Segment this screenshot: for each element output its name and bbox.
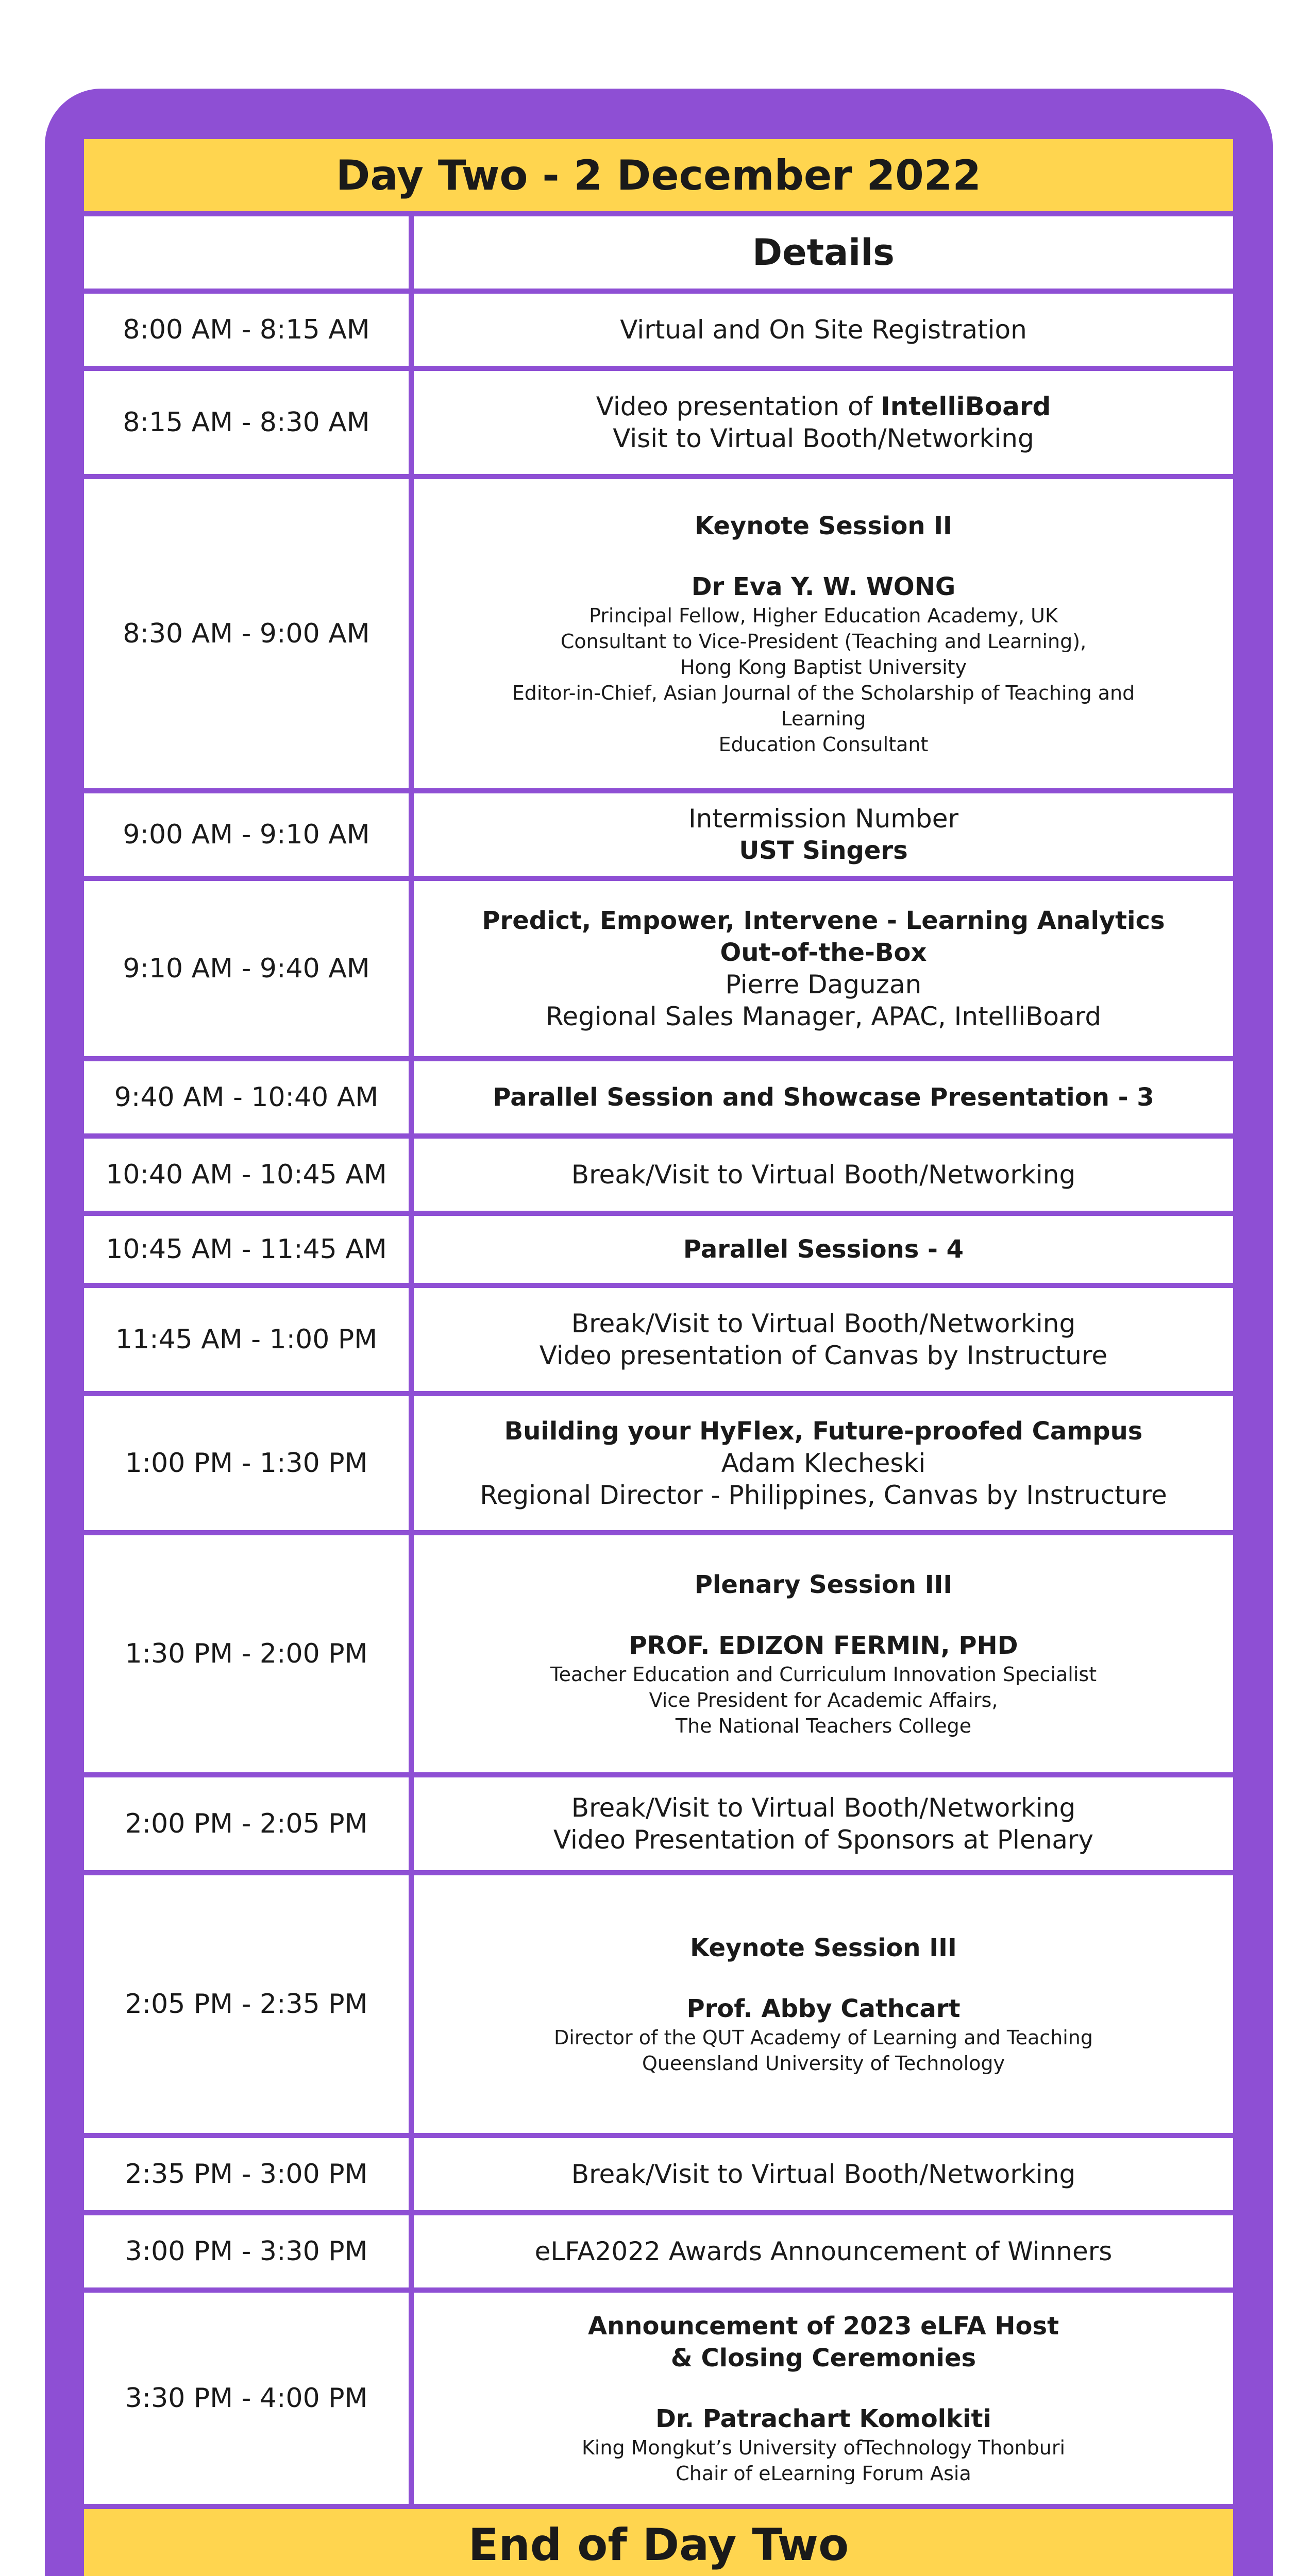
detail-line: King Mongkut’s University ofTechnology Thonburi — [581, 2436, 1066, 2459]
time-cell: 3:00 PM - 3:30 PM — [84, 2215, 409, 2287]
detail-line: Queensland University of Technology — [642, 2052, 1005, 2075]
time-cell: 11:45 AM - 1:00 PM — [84, 1288, 409, 1391]
details-cell — [414, 2138, 1233, 2210]
detail-line: PROF. EDIZON FERMIN, PHD — [629, 1631, 1018, 1660]
time-cell: 9:00 AM - 9:10 AM — [84, 793, 409, 876]
details-cell — [414, 1216, 1233, 1283]
detail-line: Education Consultant — [718, 733, 929, 756]
detail-line: Dr. Patrachart Komolkiti — [655, 2404, 991, 2433]
time-cell: 10:40 AM - 10:45 AM — [84, 1139, 409, 1211]
detail-line: Pierre Daguzan — [725, 970, 922, 999]
time-cell: 8:00 AM - 8:15 AM — [84, 294, 409, 366]
detail-line: Keynote Session III — [690, 1934, 957, 1962]
detail-line: Break/Visit to Virtual Booth/Networking — [571, 1160, 1076, 1190]
detail-line: Teacher Education and Curriculum Innovation Specialist — [550, 1663, 1097, 1686]
table-row — [84, 1216, 1233, 1283]
detail-line: Building your HyFlex, Future-proofed Campus — [504, 1417, 1143, 1446]
day-title-banner — [84, 139, 1233, 211]
detail-line: Predict, Empower, Intervene - Learning Analytics — [482, 906, 1165, 935]
detail-line: Vice President for Academic Affairs, — [649, 1689, 998, 1711]
detail-line: Regional Director - Philippines, Canvas by Instructure — [480, 1480, 1167, 1510]
detail-line: Break/Visit to Virtual Booth/Networking — [571, 1309, 1076, 1338]
time-cell: 1:30 PM - 2:00 PM — [84, 1535, 409, 1772]
details-cell — [414, 881, 1233, 1056]
details-cell — [414, 793, 1233, 876]
details-cell — [414, 294, 1233, 366]
details-cell — [414, 1777, 1233, 1870]
detail-line: Visit to Virtual Booth/Networking — [613, 423, 1034, 453]
time-cell: 9:40 AM - 10:40 AM — [84, 1061, 409, 1133]
time-cell: 1:00 PM - 1:30 PM — [84, 1396, 409, 1530]
table-row — [84, 1535, 1233, 1772]
detail-line: Out-of-the-Box — [720, 938, 927, 967]
time-cell: 2:00 PM - 2:05 PM — [84, 1777, 409, 1870]
table-row — [84, 1777, 1233, 1870]
details-cell — [414, 1535, 1233, 1772]
detail-line: Learning — [781, 707, 866, 730]
detail-line: Break/Visit to Virtual Booth/Networking — [571, 1793, 1076, 1823]
end-of-day-banner — [84, 2509, 1233, 2576]
detail-line: & Closing Ceremonies — [670, 2344, 976, 2372]
detail-line: The National Teachers College — [675, 1715, 972, 1737]
time-cell: 2:35 PM - 3:00 PM — [84, 2138, 409, 2210]
detail-line: Parallel Session and Showcase Presentation - 3 — [493, 1083, 1154, 1112]
details-header: Details — [414, 216, 1233, 289]
end-of-day-title: End of Day Two — [468, 2519, 849, 2571]
time-cell: 2:05 PM - 2:35 PM — [84, 1875, 409, 2133]
table-row — [84, 2293, 1233, 2504]
detail-line: Keynote Session II — [695, 512, 952, 540]
details-cell — [414, 371, 1233, 474]
detail-line: Video presentation of Canvas by Instructure — [539, 1341, 1108, 1370]
detail-line: Prof. Abby Cathcart — [686, 1994, 961, 2023]
detail-line: Video Presentation of Sponsors at Plenary — [553, 1825, 1094, 1855]
time-cell: 10:45 AM - 11:45 AM — [84, 1216, 409, 1283]
detail-line: Consultant to Vice-President (Teaching and Learning), — [560, 630, 1087, 653]
details-cell — [414, 1061, 1233, 1133]
details-cell — [414, 1875, 1233, 2133]
details-cell — [414, 1396, 1233, 1530]
time-cell: 8:30 AM - 9:00 AM — [84, 479, 409, 788]
table-row — [84, 2138, 1233, 2210]
table-row — [84, 294, 1233, 366]
detail-line: Principal Fellow, Higher Education Academy, UK — [589, 604, 1058, 627]
table-row — [84, 479, 1233, 788]
table-row — [84, 2215, 1233, 2287]
detail-line: UST Singers — [739, 836, 908, 865]
detail-line: Hong Kong Baptist University — [680, 656, 967, 679]
detail-line: Adam Klecheski — [721, 1448, 926, 1478]
details-cell — [414, 1139, 1233, 1211]
detail-line: Video presentation of IntelliBoard — [596, 392, 1051, 421]
details-cell — [414, 2293, 1233, 2504]
details-cell — [414, 479, 1233, 788]
details-cell — [414, 2215, 1233, 2287]
table-header-row — [84, 216, 1233, 289]
detail-line: Parallel Sessions - 4 — [683, 1235, 964, 1264]
table-row — [84, 371, 1233, 474]
table-row — [84, 1396, 1233, 1530]
detail-line: Chair of eLearning Forum Asia — [676, 2462, 971, 2485]
time-cell: 8:15 AM - 8:30 AM — [84, 371, 409, 474]
time-cell: 9:10 AM - 9:40 AM — [84, 881, 409, 1056]
details-cell — [414, 1288, 1233, 1391]
sponsor-name: IntelliBoard — [881, 392, 1051, 421]
detail-line: Plenary Session III — [694, 1570, 953, 1599]
table-row — [84, 1288, 1233, 1391]
table-row — [84, 1875, 1233, 2133]
time-cell: 3:30 PM - 4:00 PM — [84, 2293, 409, 2504]
detail-line: Director of the QUT Academy of Learning and Teaching — [554, 2026, 1093, 2049]
detail-line: Virtual and On Site Registration — [620, 315, 1027, 345]
table-row — [84, 1061, 1233, 1133]
table-row — [84, 1139, 1233, 1211]
detail-line: Announcement of 2023 eLFA Host — [587, 2312, 1059, 2341]
detail-line: Break/Visit to Virtual Booth/Networking — [571, 2159, 1076, 2189]
table-row — [84, 793, 1233, 876]
detail-line: Regional Sales Manager, APAC, IntelliBoard — [545, 1002, 1102, 1031]
detail-line: Editor-in-Chief, Asian Journal of the Scholarship of Teaching and — [512, 682, 1135, 704]
time-header-cell — [84, 216, 409, 289]
detail-line: eLFA2022 Awards Announcement of Winners — [534, 2236, 1113, 2266]
detail-line: Intermission Number — [688, 804, 959, 834]
day-title: Day Two - 2 December 2022 — [335, 151, 982, 199]
detail-line: Dr Eva Y. W. WONG — [691, 572, 956, 601]
table-row — [84, 881, 1233, 1056]
